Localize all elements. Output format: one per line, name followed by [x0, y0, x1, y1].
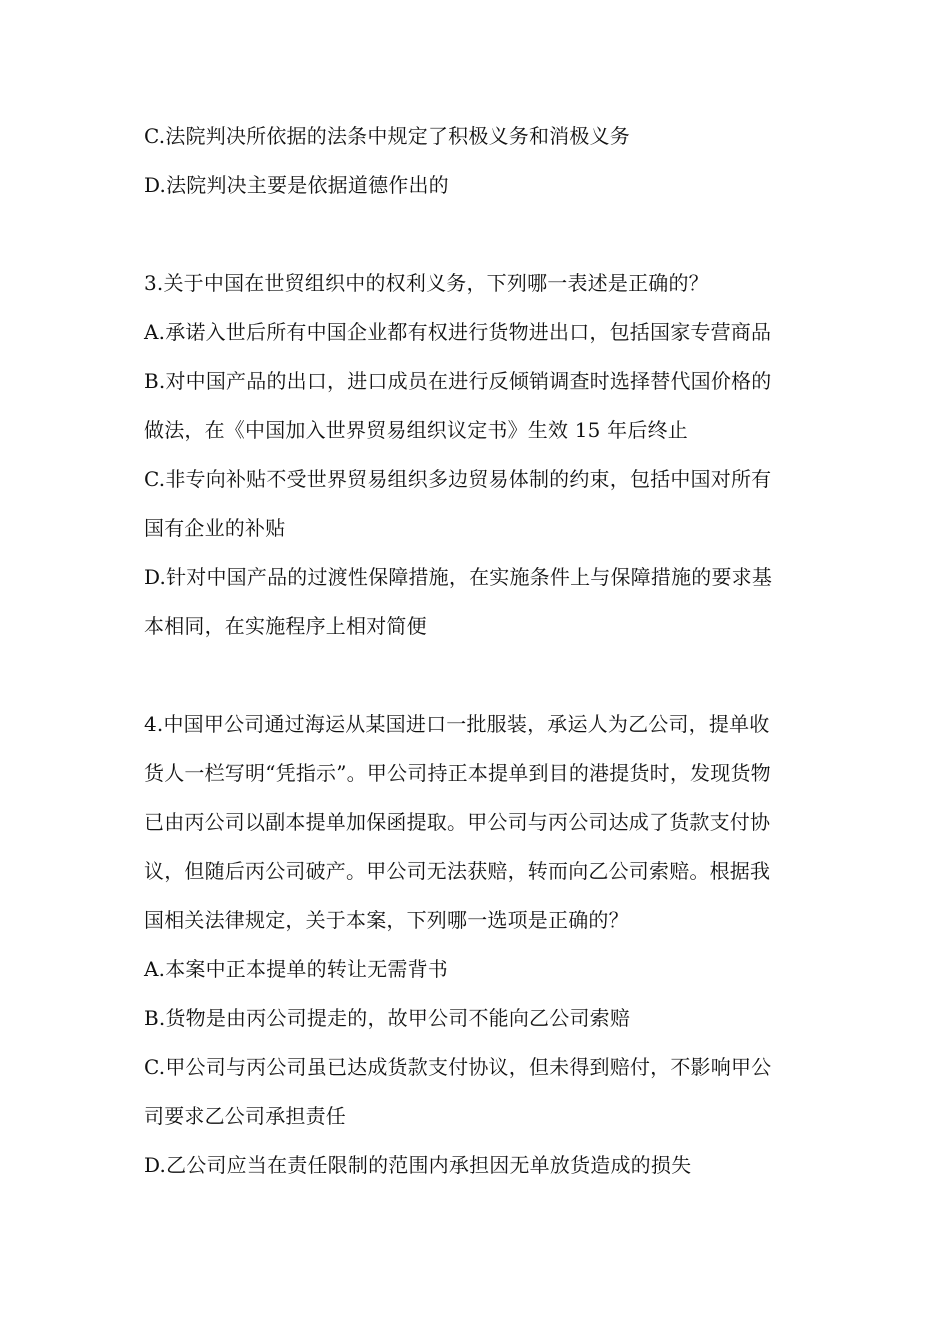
- q3-stem: 3.关于中国在世贸组织中的权利义务，下列哪一表述是正确的？: [144, 271, 709, 295]
- q2-option-d: D.法院判决主要是依据道德作出的: [144, 173, 449, 197]
- q3-option-b-line1: B.对中国产品的出口，进口成员在进行反倾销调查时选择替代国价格的: [144, 369, 772, 393]
- q3-option-c-line2: 国有企业的补贴: [144, 516, 286, 540]
- q2-option-c: C.法院判决所依据的法条中规定了积极义务和消极义务: [144, 124, 630, 148]
- q4-stem-line5: 国相关法律规定，关于本案，下列哪一选项是正确的？: [144, 908, 629, 932]
- q3-option-c-line1: C.非专向补贴不受世界贸易组织多边贸易体制的约束，包括中国对所有: [144, 467, 772, 491]
- q4-option-a: A.本案中正本提单的转让无需背书: [144, 957, 449, 981]
- q4-option-c-line2: 司要求乙公司承担责任: [144, 1104, 346, 1128]
- q4-stem-line2: 货人一栏写明“凭指示”。甲公司持正本提单到目的港提货时，发现货物: [144, 761, 771, 785]
- paragraph-gap: [144, 210, 824, 259]
- q3-option-d-line1: D.针对中国产品的过渡性保障措施，在实施条件上与保障措施的要求基: [144, 565, 773, 589]
- paragraph-gap: [144, 651, 824, 700]
- q3-option-a: A.承诺入世后所有中国企业都有权进行货物进出口，包括国家专营商品: [144, 320, 772, 344]
- document-page: [144, 112, 824, 1190]
- q4-option-d: D.乙公司应当在责任限制的范围内承担因无单放货造成的损失: [144, 1153, 692, 1177]
- q4-option-b: B.货物是由丙公司提走的，故甲公司不能向乙公司索赔: [144, 1006, 631, 1030]
- q4-stem-line1: 4.中国甲公司通过海运从某国进口一批服装，承运人为乙公司，提单收: [144, 712, 770, 736]
- q4-option-c-line1: C.甲公司与丙公司虽已达成货款支付协议，但未得到赔付，不影响甲公: [144, 1055, 772, 1079]
- q4-stem-line3: 已由丙公司以副本提单加保函提取。甲公司与丙公司达成了货款支付协: [144, 810, 771, 834]
- q3-option-d-line2: 本相同，在实施程序上相对简便: [144, 614, 427, 638]
- q4-stem-line4: 议，但随后丙公司破产。甲公司无法获赔，转而向乙公司索赔。根据我: [144, 859, 771, 883]
- q3-option-b-line2: 做法，在《中国加入世界贸易组织议定书》生效 15 年后终止: [144, 418, 688, 442]
